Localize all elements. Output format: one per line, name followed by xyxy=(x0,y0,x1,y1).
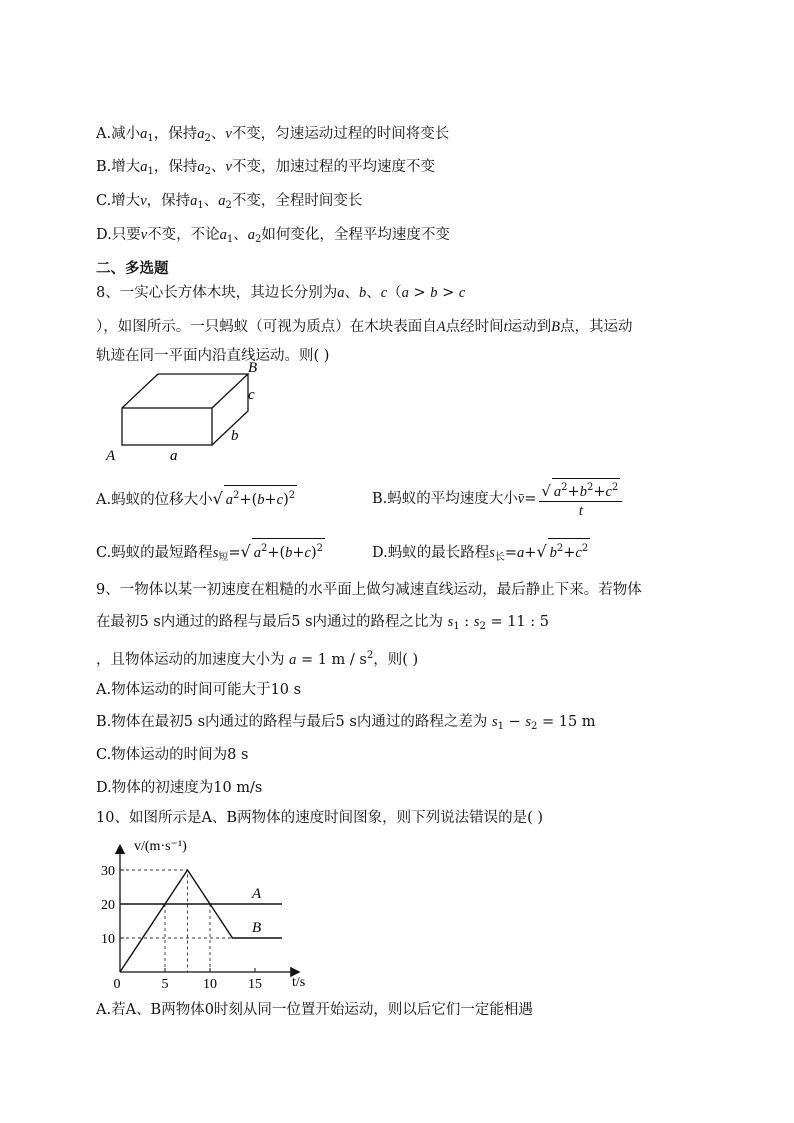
q9-stem-line2: 在最初5 s内通过的路程与最后5 s内通过的路程之比为 $s_1$ : $s_2 = 11$ : 5 xyxy=(96,614,549,632)
label-edge-c: c xyxy=(248,387,255,403)
q7-option-a[interactable]: A.减小$a_1$，保持$a_2$、v不变，匀速运动过程的时间将变长 xyxy=(96,126,450,144)
q8-stem-line2: ），如图所示。一只蚂蚁（可视为质点）在木块表面自A点经时间t运动到B点，其运动 xyxy=(96,319,633,335)
q8-stem-line3: 轨迹在同一平面内沿直线运动。则( ) xyxy=(96,348,330,364)
series-label-b: B xyxy=(252,920,262,936)
q8-option-b[interactable]: B.蚂蚁的平均速度大小v̄= $\frac{√ a^2+b^2+c^2}{t}$ xyxy=(372,478,625,520)
q8-option-d[interactable]: D.蚂蚁的最长路程$s_长=a+√$ $b^2+c^2$ xyxy=(372,538,590,568)
q9-option-b[interactable]: B.物体在最初5 s内通过的路程与最后5 s内通过的路程之差为 $s_1 - s_2 = 15$ m xyxy=(96,714,596,732)
x-tick-label: 5 xyxy=(161,977,169,992)
q8-option-a[interactable]: A.蚂蚁的位移大小√ $a^2+(b+c)^2$ xyxy=(96,485,297,510)
y-tick-label: 30 xyxy=(101,864,115,879)
q10-stem: 10、如图所示是A、B两物体的速度时间图象，则下列说法错误的是( ) xyxy=(96,810,543,826)
q7-option-b[interactable]: B.增大$a_1$，保持$a_2$、v不变，加速过程的平均速度不变 xyxy=(96,159,435,177)
cuboid-side-face xyxy=(212,374,248,445)
label-point-a: A xyxy=(106,448,116,464)
y-tick-label: 20 xyxy=(101,898,115,913)
x-tick-label: 15 xyxy=(248,977,262,992)
label-edge-b: b xyxy=(231,428,239,444)
section-title: 二、多选题 xyxy=(96,261,169,277)
q9-option-c[interactable]: C.物体运动的时间为8 s xyxy=(96,747,249,763)
x-tick-label: 0 xyxy=(113,977,121,992)
y-tick-label: 10 xyxy=(101,932,115,947)
label-point-b: B xyxy=(248,360,258,376)
cuboid-front-face xyxy=(122,408,212,445)
q8-stem-line1: 8、一实心长方体木块，其边长分别为a、b、c（a > b > c xyxy=(96,285,466,301)
x-tick-label: 10 xyxy=(203,977,217,992)
q8-option-c[interactable]: C.蚂蚁的最短路程$s_短=√$ $a^2+(b+c)^2$ xyxy=(96,538,325,568)
cuboid-top-face xyxy=(122,374,248,408)
y-axis-label: v/(m·s⁻¹) xyxy=(134,839,187,854)
cuboid-figure xyxy=(100,358,270,466)
velocity-time-chart xyxy=(96,836,316,994)
q7-option-d[interactable]: D.只要v不变，不论$a_1$、$a_2$如何变化，全程平均速度不变 xyxy=(96,227,450,245)
q9-option-a[interactable]: A.物体运动的时间可能大于10 s xyxy=(96,682,302,698)
q7-option-c[interactable]: C.增大v，保持$a_1$、$a_2$不变，全程时间变长 xyxy=(96,193,363,211)
label-edge-a: a xyxy=(170,448,178,464)
q10-option-a[interactable]: A.若A、B两物体0时刻从同一位置开始运动，则以后它们一定能相遇 xyxy=(96,1002,533,1018)
q9-stem-line3: ，且物体运动的加速度大小为 a = 1 m / $s^2$，则( ) xyxy=(96,650,419,668)
x-axis-label: t/s xyxy=(292,975,306,990)
series-label-a: A xyxy=(252,886,262,902)
q9-stem-line1: 9、一物体以某一初速度在粗糙的水平面上做匀减速直线运动，最后静止下来。若物体 xyxy=(96,582,642,598)
q9-option-d[interactable]: D.物体的初速度为10 m/s xyxy=(96,780,263,796)
